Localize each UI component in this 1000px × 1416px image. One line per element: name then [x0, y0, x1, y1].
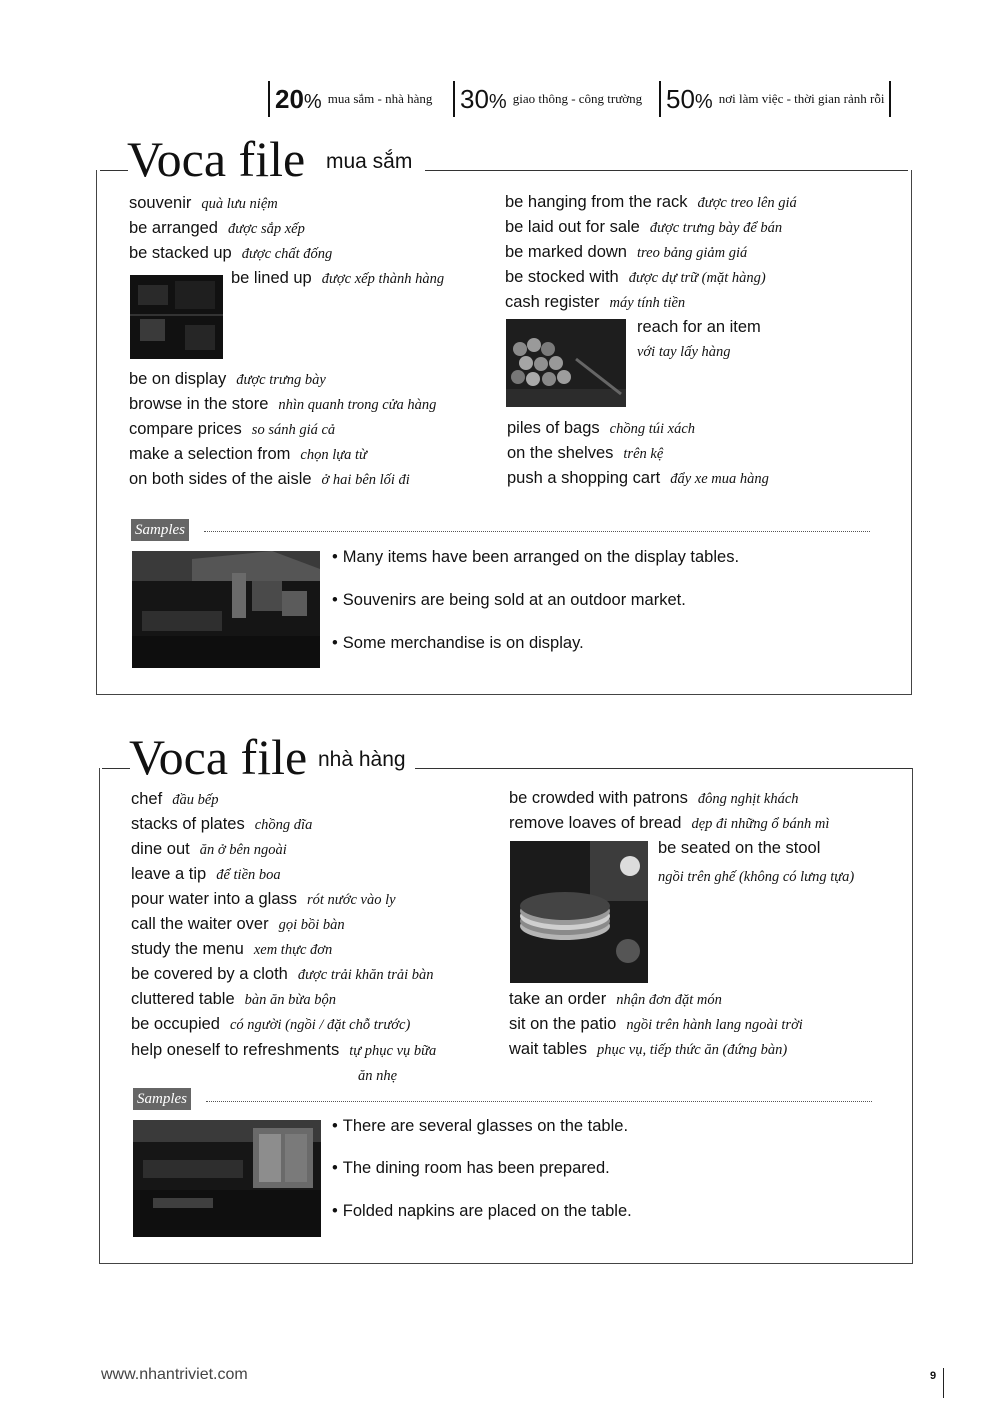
vocab-entry: be occupied có người (ngồi / đặt chỗ trước) — [131, 1015, 411, 1033]
divider — [453, 81, 455, 117]
vocab-translation: với tay lấy hàng — [637, 344, 731, 360]
vocab-entry: browse in the store nhìn quanh trong cửa hàng — [129, 395, 437, 413]
vocab-entry: make a selection from chọn lựa từ — [129, 445, 367, 463]
samples-label: Samples — [131, 519, 189, 541]
store-photo — [130, 275, 223, 359]
stat-percent: 30 — [460, 83, 489, 114]
vocab-entry: be arranged được sắp xếp — [129, 219, 305, 237]
fruit-photo — [506, 319, 626, 407]
vocab-entry: study the menu xem thực đơn — [131, 940, 333, 958]
stat-label: nơi làm việc - thời gian rảnh rỗi — [718, 91, 885, 106]
vocab-entry: help oneself to refreshments tự phục vụ bữa — [131, 1041, 437, 1059]
vocab-entry: stacks of plates chồng dĩa — [131, 815, 313, 833]
vocab-translation: ngồi trên ghế (không có lưng tựa) — [658, 869, 855, 885]
dotted-rule — [206, 1101, 872, 1102]
footer-url: www.nhantriviet.com — [101, 1366, 248, 1383]
sample-sentence: • Many items have been arranged on the display tables. — [332, 548, 739, 567]
stat-unit: % — [694, 90, 713, 113]
vocab-entry: be stacked up được chất đống — [129, 244, 333, 262]
sample-sentence: • Folded napkins are placed on the table. — [332, 1202, 632, 1221]
sample-sentence: • There are several glasses on the table. — [332, 1117, 628, 1136]
sample-sentence: • Some merchandise is on display. — [332, 634, 584, 653]
divider — [268, 81, 270, 117]
vocab-entry: call the waiter over gọi bồi bàn — [131, 915, 345, 933]
section-subtitle: mua sắm — [326, 150, 413, 173]
vocab-entry: reach for an item — [637, 318, 761, 336]
vocab-entry: cash register máy tính tiền — [505, 293, 686, 311]
vocab-translation: ăn nhẹ — [358, 1068, 398, 1084]
stat-percent: 20 — [275, 83, 304, 114]
stat-percent: 50 — [666, 83, 695, 114]
page-number-rule — [943, 1368, 944, 1398]
vocab-entry: dine out ăn ở bên ngoài — [131, 840, 287, 858]
section-title: Voca file — [129, 729, 308, 785]
plates-photo — [510, 841, 648, 983]
vocab-entry: leave a tip để tiền boa — [131, 865, 281, 883]
samples-label: Samples — [133, 1088, 191, 1110]
vocab-entry: compare prices so sánh giá cả — [129, 420, 336, 438]
vocab-entry: be crowded with patrons đông nghịt khách — [509, 789, 799, 807]
vocab-entry: be covered by a cloth được trải khăn trải bàn — [131, 965, 434, 983]
vocab-entry: be stocked with được dự trữ (mặt hàng) — [505, 268, 766, 286]
stat-work-leisure — [659, 80, 891, 118]
vocab-entry: take an order nhận đơn đặt món — [509, 990, 722, 1008]
vocab-entry: be marked down treo bảng giảm giá — [505, 243, 748, 261]
vocab-entry: piles of bags chồng túi xách — [507, 419, 696, 437]
stat-shopping-restaurant — [268, 80, 432, 118]
vocab-entry: pour water into a glass rót nước vào ly — [131, 890, 396, 908]
vocab-entry: wait tables phục vụ, tiếp thức ăn (đứng bàn) — [509, 1040, 788, 1058]
stat-transport-construction — [453, 80, 642, 118]
vocab-entry: souvenir quà lưu niệm — [129, 194, 278, 212]
stat-label: mua sắm - nhà hàng — [327, 91, 433, 106]
vocab-entry: be hanging from the rack được treo lên giá — [505, 193, 797, 211]
market-photo — [132, 551, 320, 668]
divider — [659, 81, 661, 117]
vocab-entry: on the shelves trên kệ — [507, 444, 664, 462]
section-title: Voca file — [127, 131, 306, 187]
vocab-entry: chef đầu bếp — [131, 790, 219, 808]
vocab-entry: be seated on the stool — [658, 839, 821, 857]
dotted-rule — [204, 531, 870, 532]
vocab-entry: sit on the patio ngồi trên hành lang ngoài trời — [509, 1015, 803, 1033]
vocab-entry: cluttered table bàn ăn bừa bộn — [131, 990, 336, 1008]
dining-room-photo — [133, 1120, 321, 1237]
page-number: 9 — [930, 1370, 937, 1382]
sample-sentence: • Souvenirs are being sold at an outdoor market. — [332, 591, 686, 610]
vocab-entry: remove loaves of bread dẹp đi những ổ bánh mì — [509, 814, 830, 832]
section-subtitle: nhà hàng — [318, 748, 406, 771]
vocab-entry: on both sides of the aisle ở hai bên lối đi — [129, 470, 410, 488]
sample-sentence: • The dining room has been prepared. — [332, 1159, 610, 1178]
vocab-entry: push a shopping cart đẩy xe mua hàng — [507, 469, 769, 487]
vocab-entry: be on display được trưng bày — [129, 370, 326, 388]
divider — [889, 81, 891, 117]
stat-label: giao thông - công trường — [512, 91, 643, 106]
stat-unit: % — [488, 90, 507, 113]
vocab-entry: be laid out for sale được trưng bày để bán — [505, 218, 783, 236]
vocab-entry: be lined up được xếp thành hàng — [231, 269, 445, 287]
stat-unit: % — [303, 90, 322, 113]
